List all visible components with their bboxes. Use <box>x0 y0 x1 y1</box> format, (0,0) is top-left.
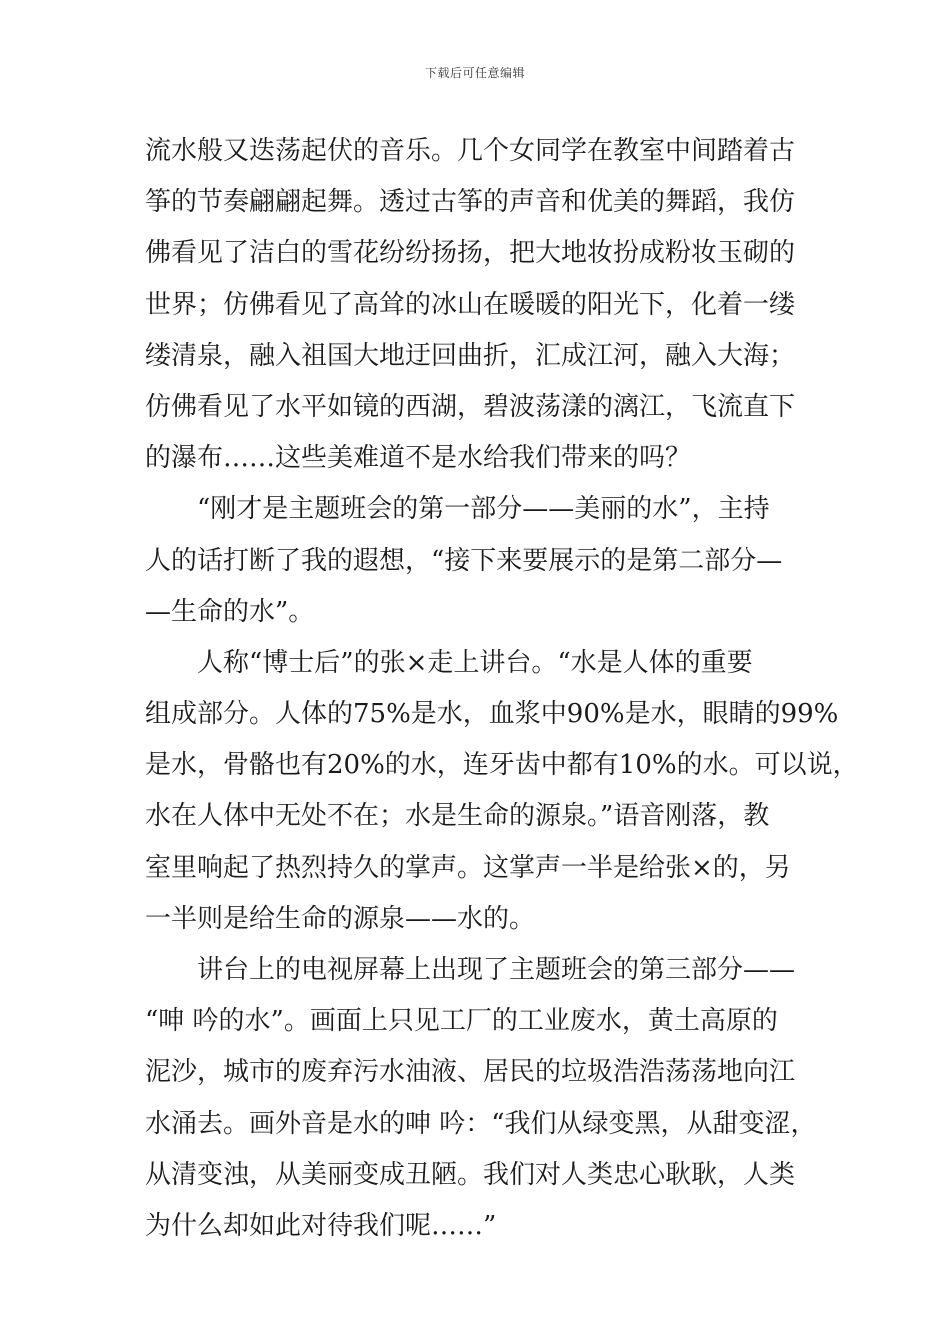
text-line: 流水般又迭荡起伏的音乐。几个女同学在教室中间踏着古 <box>145 136 796 166</box>
text-line: 水涌去。画外音是水的呻 吟：“我们从绿变黑，从甜变涩， <box>145 1108 817 1139</box>
text-line: 从清变浊，从美丽变成丑陋。我们对人类忠心耿耿，人类 <box>145 1159 796 1190</box>
text-line: 世界；仿佛看见了高耸的冰山在暖暖的阳光下，化着一缕 <box>145 289 796 320</box>
text-line: 室里响起了热烈持久的掌声。这掌声一半是给张×的，另 <box>145 852 791 883</box>
text-line: 组成部分。人体的75%是水，血浆中90%是水，眼睛的99% <box>145 699 839 730</box>
text-line: 是水，骨骼也有20%的水，连牙齿中都有10%的水。可以说， <box>145 750 859 781</box>
text-line: 水在人体中无处不在；水是生命的源泉。”语音刚落，教 <box>145 801 770 832</box>
text-line: “呻 吟的水”。画面上只见工厂的工业废水，黄土高原的 <box>145 1006 778 1037</box>
page-header: 下载后可任意编辑 <box>424 66 525 80</box>
text-line: 的瀑布……这些美难道不是水给我们带来的吗？ <box>145 443 692 474</box>
paragraph-first-line: “刚才是主题班会的第一部分——美丽的水”，主持 <box>197 494 770 525</box>
text-line: 筝的节奏翩翩起舞。透过古筝的声音和优美的舞蹈，我仿 <box>145 187 796 218</box>
text-line: 泥沙，城市的废弃污水油液、居民的垃圾浩浩荡荡地向江 <box>145 1057 796 1088</box>
text-line: 一半则是给生命的源泉——水的。 <box>145 903 536 934</box>
text-line: 为什么却如此对待我们呢……” <box>145 1210 497 1241</box>
text-line: 缕清泉，融入祖国大地迂回曲折，汇成江河，融入大海； <box>145 340 796 371</box>
document-body <box>145 126 859 1252</box>
text-line: 仿佛看见了水平如镜的西湖，碧波荡漾的漓江，飞流直下 <box>145 391 796 422</box>
text-line: 佛看见了洁白的雪花纷纷扬扬，把大地妆扮成粉妆玉砌的 <box>145 238 796 269</box>
text-line: 人的话打断了我的遐想，“接下来要展示的是第二部分— <box>145 545 783 576</box>
paragraph-first-line: 人称“博士后”的张×走上讲台。“水是人体的重要 <box>197 647 753 678</box>
text-line: —生命的水”。 <box>145 596 315 627</box>
paragraph-first-line: 讲台上的电视屏幕上出现了主题班会的第三部分—— <box>197 955 796 985</box>
